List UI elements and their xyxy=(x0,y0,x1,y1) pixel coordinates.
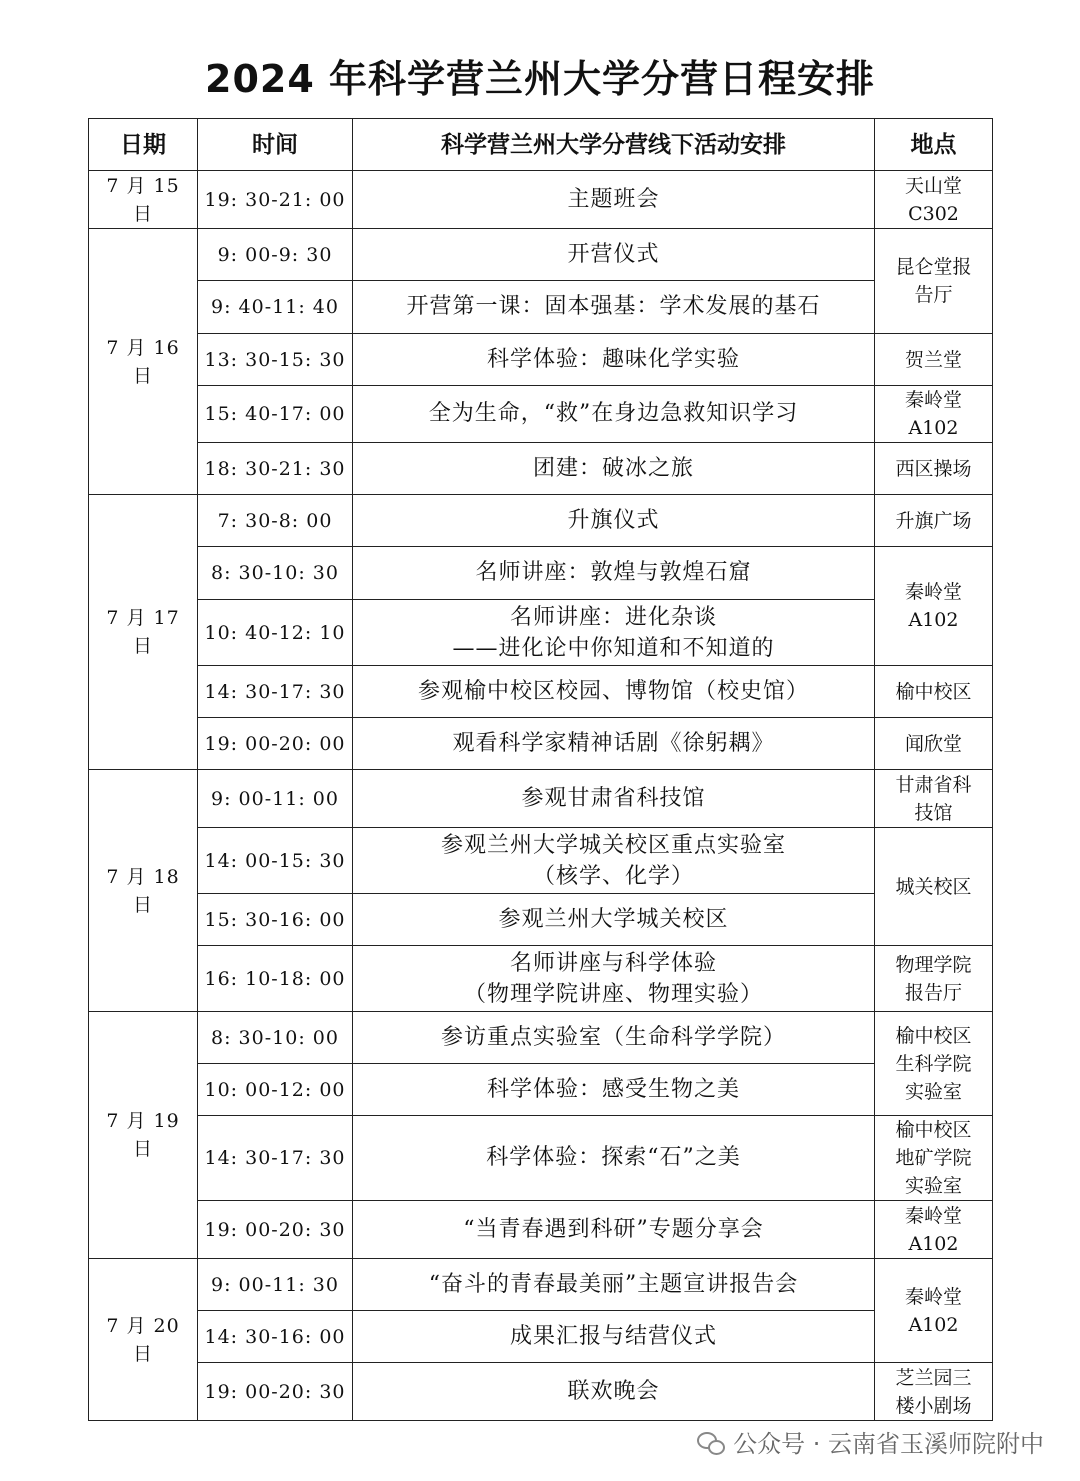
schedule-table xyxy=(88,118,993,1421)
location-cell xyxy=(875,1012,993,1116)
location-line: A102 xyxy=(908,417,959,439)
table-row xyxy=(89,281,993,334)
table-row xyxy=(89,828,993,894)
table-row xyxy=(89,334,993,386)
time-cell: 19: 30-21: 00 xyxy=(198,171,353,229)
activity-cell xyxy=(353,1064,875,1116)
location-line: A102 xyxy=(908,609,959,631)
time-cell: 14: 30-17: 30 xyxy=(198,666,353,718)
location-line: 西区操场 xyxy=(895,457,972,480)
location-line: A102 xyxy=(908,1313,959,1336)
location-cell xyxy=(875,443,993,495)
location-line: 昆仑堂报 xyxy=(895,256,972,278)
page-title: 2024 年科学营兰州大学分营日程安排 xyxy=(205,57,875,101)
activity-cell xyxy=(353,894,875,946)
table-row xyxy=(89,495,993,547)
table-row xyxy=(89,386,993,443)
location-line: 贺兰堂 xyxy=(904,348,962,371)
location-cell xyxy=(875,946,993,1012)
location-line: 生科学院 xyxy=(895,1052,972,1075)
time-cell: 14: 30-17: 30 xyxy=(198,1116,353,1201)
table-row xyxy=(89,1012,993,1064)
table-row xyxy=(89,946,993,1012)
activity-line: （物理学院讲座、物理实验） xyxy=(463,981,763,1007)
location-line: 实验室 xyxy=(904,1175,962,1197)
table-row xyxy=(89,443,993,495)
location-line: 芝兰园三 xyxy=(895,1366,972,1389)
location-cell xyxy=(875,828,993,946)
activity-line: ——进化论中你知道和不知道的 xyxy=(452,635,775,661)
time-cell: 15: 40-17: 00 xyxy=(198,386,353,443)
table-row xyxy=(89,718,993,770)
time-cell: 9: 40-11: 40 xyxy=(198,281,353,334)
table-row xyxy=(89,171,993,229)
date-cell: 7 月 17 日 xyxy=(89,495,198,770)
time-cell: 7: 30-8: 00 xyxy=(198,495,353,547)
location-cell xyxy=(875,171,993,229)
location-line: 技馆 xyxy=(914,801,953,824)
activity-cell xyxy=(353,1363,875,1421)
location-cell xyxy=(875,334,993,386)
activity-line: 参观兰州大学城关校区 xyxy=(498,906,729,932)
location-line: A102 xyxy=(908,1232,959,1255)
location-line: 楼小剧场 xyxy=(895,1394,972,1417)
activity-line: 名师讲座与科学体验 xyxy=(509,950,717,976)
table-row xyxy=(89,1259,993,1311)
location-cell xyxy=(875,666,993,718)
table-row xyxy=(89,666,993,718)
location-cell xyxy=(875,1363,993,1421)
location-line: 秦岭堂 xyxy=(904,1285,962,1308)
activity-line: （核学、化学） xyxy=(532,863,694,889)
activity-cell xyxy=(353,1259,875,1311)
watermark xyxy=(697,1424,1044,1459)
activity-cell xyxy=(353,495,875,547)
activity-cell xyxy=(353,386,875,443)
activity-line: 观看科学家精神话剧《徐躬耦》 xyxy=(452,730,775,756)
activity-cell xyxy=(353,666,875,718)
activity-cell xyxy=(353,600,875,666)
location-line: 告厅 xyxy=(914,284,953,306)
location-line: 升旗广场 xyxy=(895,509,972,532)
activity-cell xyxy=(353,946,875,1012)
time-cell: 9: 00-9: 30 xyxy=(198,229,353,281)
activity-cell xyxy=(353,443,875,495)
time-cell: 18: 30-21: 30 xyxy=(198,443,353,495)
time-cell: 19: 00-20: 00 xyxy=(198,718,353,770)
activity-cell xyxy=(353,1116,875,1201)
table-row xyxy=(89,1201,993,1259)
activity-cell xyxy=(353,1311,875,1363)
location-line: 榆中校区 xyxy=(895,1024,972,1047)
location-cell xyxy=(875,770,993,828)
activity-cell xyxy=(353,1201,875,1259)
activity-cell xyxy=(353,171,875,229)
time-cell: 10: 40-12: 10 xyxy=(198,600,353,666)
activity-line: 参观甘肃省科技馆 xyxy=(521,785,706,811)
location-line: 秦岭堂 xyxy=(904,1204,962,1227)
location-cell xyxy=(875,1116,993,1201)
location-cell xyxy=(875,1201,993,1259)
activity-line: 名师讲座：敦煌与敦煌石窟 xyxy=(475,560,752,585)
activity-cell xyxy=(353,770,875,828)
activity-line: 全为生命，“救”在身边急救知识学习 xyxy=(428,401,799,426)
location-line: 秦岭堂 xyxy=(904,389,962,411)
location-cell xyxy=(875,229,993,334)
location-line: 报告厅 xyxy=(904,981,962,1004)
table-row xyxy=(89,894,993,946)
time-cell: 13: 30-15: 30 xyxy=(198,334,353,386)
wechat-icon xyxy=(697,1430,725,1454)
time-cell: 8: 30-10: 30 xyxy=(198,547,353,600)
activity-line: 参观兰州大学城关校区重点实验室 xyxy=(440,832,786,858)
activity-cell xyxy=(353,1012,875,1064)
location-line: 地矿学院 xyxy=(895,1147,972,1169)
location-line: 天山堂 xyxy=(904,174,962,197)
time-cell: 9: 00-11: 00 xyxy=(198,770,353,828)
watermark-text: 公众号 · 云南省玉溪师院附中 xyxy=(733,1430,1044,1458)
date-cell: 7 月 15 日 xyxy=(89,171,198,229)
activity-cell xyxy=(353,828,875,894)
time-cell: 16: 10-18: 00 xyxy=(198,946,353,1012)
table-row xyxy=(89,1064,993,1116)
header-time: 时间 xyxy=(198,119,353,171)
header-row xyxy=(89,119,993,171)
activity-line: “当青春遇到科研”专题分享会 xyxy=(463,1216,764,1242)
location-cell xyxy=(875,718,993,770)
activity-line: 成果汇报与结营仪式 xyxy=(509,1323,717,1349)
activity-line: 开营仪式 xyxy=(567,241,660,267)
activity-line: 联欢晚会 xyxy=(567,1378,660,1404)
activity-line: 团建：破冰之旅 xyxy=(532,455,694,481)
activity-line: 科学体验：探索“石”之美 xyxy=(486,1145,741,1170)
time-cell: 15: 30-16: 00 xyxy=(198,894,353,946)
activity-line: 升旗仪式 xyxy=(567,507,660,533)
activity-cell xyxy=(353,718,875,770)
time-cell: 19: 00-20: 30 xyxy=(198,1363,353,1421)
location-cell xyxy=(875,547,993,666)
header-activity: 科学营兰州大学分营线下活动安排 xyxy=(353,119,875,171)
activity-cell xyxy=(353,547,875,600)
table-row xyxy=(89,600,993,666)
activity-line: 参访重点实验室（生命科学学院） xyxy=(440,1024,786,1050)
date-cell: 7 月 19 日 xyxy=(89,1012,198,1259)
time-cell: 9: 00-11: 30 xyxy=(198,1259,353,1311)
time-cell: 14: 30-16: 00 xyxy=(198,1311,353,1363)
activity-line: 科学体验：感受生物之美 xyxy=(486,1076,740,1102)
location-line: C302 xyxy=(908,202,959,225)
activity-line: 名师讲座：进化杂谈 xyxy=(509,604,717,630)
activity-line: “奋斗的青春最美丽”主题宣讲报告会 xyxy=(428,1271,799,1297)
location-cell xyxy=(875,386,993,443)
time-cell: 10: 00-12: 00 xyxy=(198,1064,353,1116)
date-cell: 7 月 18 日 xyxy=(89,770,198,1012)
location-line: 城关校区 xyxy=(895,875,972,898)
table-row xyxy=(89,547,993,600)
date-cell: 7 月 20 日 xyxy=(89,1259,198,1421)
table-row xyxy=(89,229,993,281)
table-row xyxy=(89,1116,993,1201)
location-line: 榆中校区 xyxy=(895,680,972,703)
location-line: 物理学院 xyxy=(895,953,972,976)
time-cell: 14: 00-15: 30 xyxy=(198,828,353,894)
location-line: 秦岭堂 xyxy=(904,581,962,603)
activity-cell xyxy=(353,229,875,281)
table-row xyxy=(89,1363,993,1421)
location-cell xyxy=(875,1259,993,1363)
activity-cell xyxy=(353,281,875,334)
activity-line: 开营第一课：固本强基：学术发展的基石 xyxy=(406,294,821,319)
date-cell: 7 月 16 日 xyxy=(89,229,198,495)
activity-line: 科学体验：趣味化学实验 xyxy=(486,346,740,372)
time-cell: 19: 00-20: 30 xyxy=(198,1201,353,1259)
location-line: 甘肃省科 xyxy=(895,773,972,796)
location-line: 榆中校区 xyxy=(895,1119,972,1141)
location-line: 闻欣堂 xyxy=(904,732,962,755)
activity-line: 主题班会 xyxy=(567,186,660,212)
activity-cell xyxy=(353,334,875,386)
location-line: 实验室 xyxy=(904,1080,962,1103)
activity-line: 参观榆中校区校园、博物馆（校史馆） xyxy=(417,678,809,704)
header-location: 地点 xyxy=(875,119,993,171)
header-date: 日期 xyxy=(89,119,198,171)
table-row xyxy=(89,770,993,828)
time-cell: 8: 30-10: 00 xyxy=(198,1012,353,1064)
table-row xyxy=(89,1311,993,1363)
location-cell xyxy=(875,495,993,547)
